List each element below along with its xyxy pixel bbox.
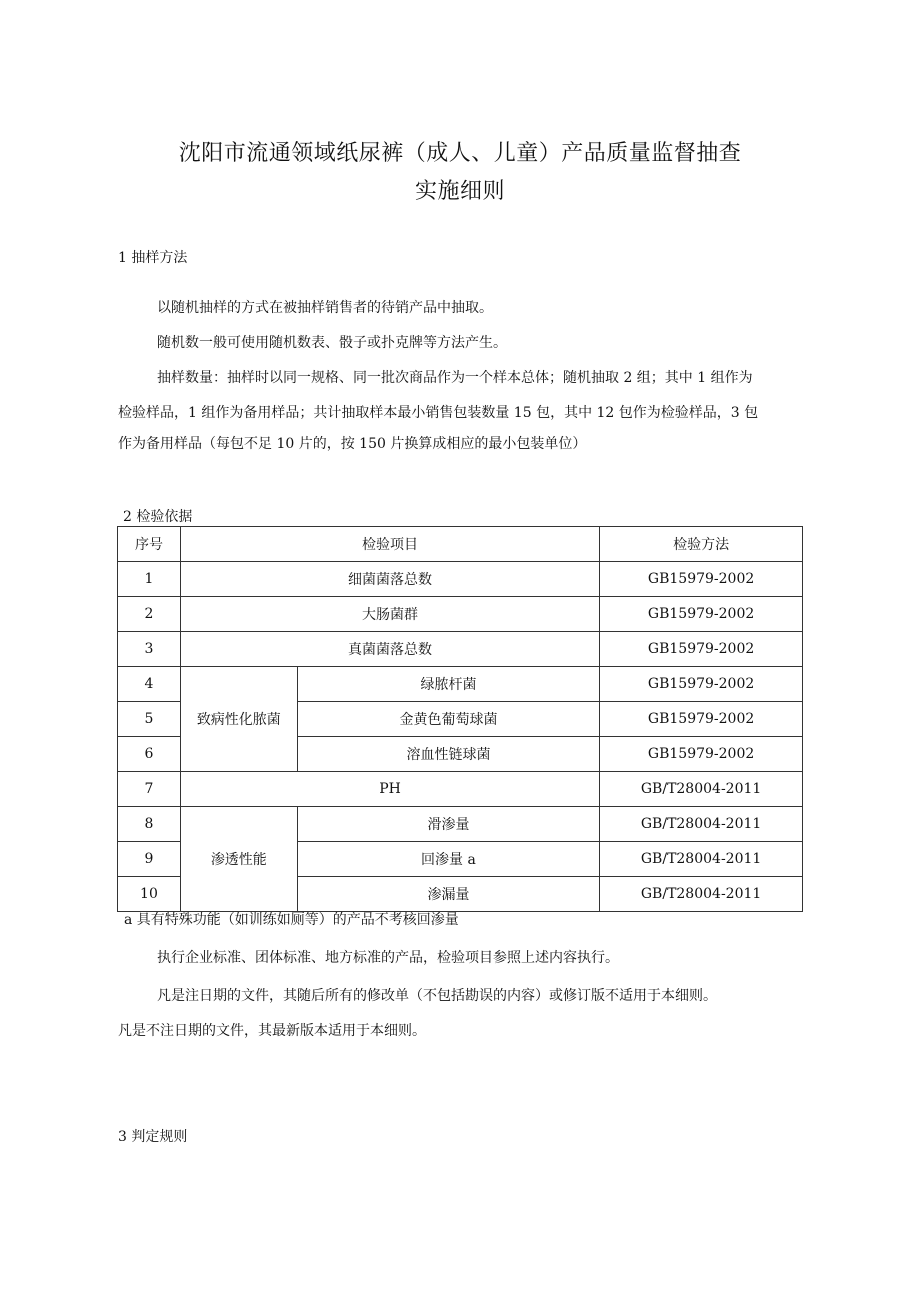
row-no: 8 — [118, 807, 181, 842]
row-item: 金黄色葡萄球菌 — [297, 702, 599, 737]
row-method: GB/T28004-2011 — [600, 877, 803, 912]
row-no: 5 — [118, 702, 181, 737]
row-item: 真菌菌落总数 — [180, 632, 599, 667]
row-no: 7 — [118, 772, 181, 807]
table-row — [118, 597, 803, 632]
header-item: 检验项目 — [180, 527, 599, 562]
sampling-paragraph-2: 随机数一般可使用随机数表、骰子或扑克牌等方法产生。 — [157, 335, 507, 351]
dated-documents-line-2: 凡是不注日期的文件，其最新版本适用于本细则。 — [118, 1023, 426, 1039]
row-no: 9 — [118, 842, 181, 877]
row-item: 渗漏量 — [297, 877, 599, 912]
row-no: 6 — [118, 737, 181, 772]
document-title-line-1: 沈阳市流通领域纸尿裤（成人、儿童）产品质量监督抽查 — [178, 141, 742, 166]
row-no: 1 — [118, 562, 181, 597]
table-row — [118, 807, 803, 842]
sampling-quantity-line-1: 抽样数量：抽样时以同一规格、同一批次商品作为一个样本总体；随机抽取 2 组；其中 1 组作为 — [157, 370, 753, 386]
table-row — [118, 632, 803, 667]
section-3-heading: 3 判定规则 — [118, 1129, 188, 1145]
row-method: GB/T28004-2011 — [600, 842, 803, 877]
section-2-heading: 2 检验依据 — [123, 509, 193, 525]
row-no: 3 — [118, 632, 181, 667]
row-group: 致病性化脓菌 — [180, 667, 297, 772]
row-no: 10 — [118, 877, 181, 912]
row-method: GB/T28004-2011 — [600, 807, 803, 842]
dated-documents-line-1: 凡是注日期的文件，其随后所有的修改单（不包括勘误的内容）或修订版不适用于本细则。 — [157, 988, 717, 1004]
sampling-quantity-line-3: 作为备用样品（每包不足 10 片的，按 150 片换算成相应的最小包装单位） — [118, 436, 587, 452]
row-item: 大肠菌群 — [180, 597, 599, 632]
standards-paragraph: 执行企业标准、团体标准、地方标准的产品，检验项目参照上述内容执行。 — [157, 950, 619, 966]
table-row — [118, 562, 803, 597]
row-item: 滑渗量 — [297, 807, 599, 842]
table-row — [118, 667, 803, 702]
row-method: GB15979-2002 — [600, 632, 803, 667]
row-no: 4 — [118, 667, 181, 702]
inspection-basis-table — [117, 526, 803, 912]
table-footnote: a 具有特殊功能（如训练如厕等）的产品不考核回渗量 — [124, 912, 459, 928]
row-method: GB15979-2002 — [600, 702, 803, 737]
row-group: 渗透性能 — [180, 807, 297, 912]
row-method: GB15979-2002 — [600, 597, 803, 632]
row-item: 溶血性链球菌 — [297, 737, 599, 772]
row-item: 细菌菌落总数 — [180, 562, 599, 597]
header-no: 序号 — [118, 527, 181, 562]
row-method: GB15979-2002 — [600, 562, 803, 597]
sampling-paragraph-1: 以随机抽样的方式在被抽样销售者的待销产品中抽取。 — [157, 300, 493, 316]
row-item: 回渗量 a — [297, 842, 599, 877]
header-method: 检验方法 — [600, 527, 803, 562]
row-item: PH — [180, 772, 599, 807]
row-method: GB15979-2002 — [600, 667, 803, 702]
row-item: 绿脓杆菌 — [297, 667, 599, 702]
table-header-row — [118, 527, 803, 562]
section-1-heading: 1 抽样方法 — [118, 250, 188, 266]
document-title-line-2: 实施细则 — [414, 179, 505, 204]
row-no: 2 — [118, 597, 181, 632]
row-method: GB/T28004-2011 — [600, 772, 803, 807]
table-row — [118, 772, 803, 807]
sampling-quantity-line-2: 检验样品，1 组作为备用样品；共计抽取样本最小销售包装数量 15 包，其中 12 包作为检验样品，3 包 — [118, 405, 759, 421]
row-method: GB15979-2002 — [600, 737, 803, 772]
